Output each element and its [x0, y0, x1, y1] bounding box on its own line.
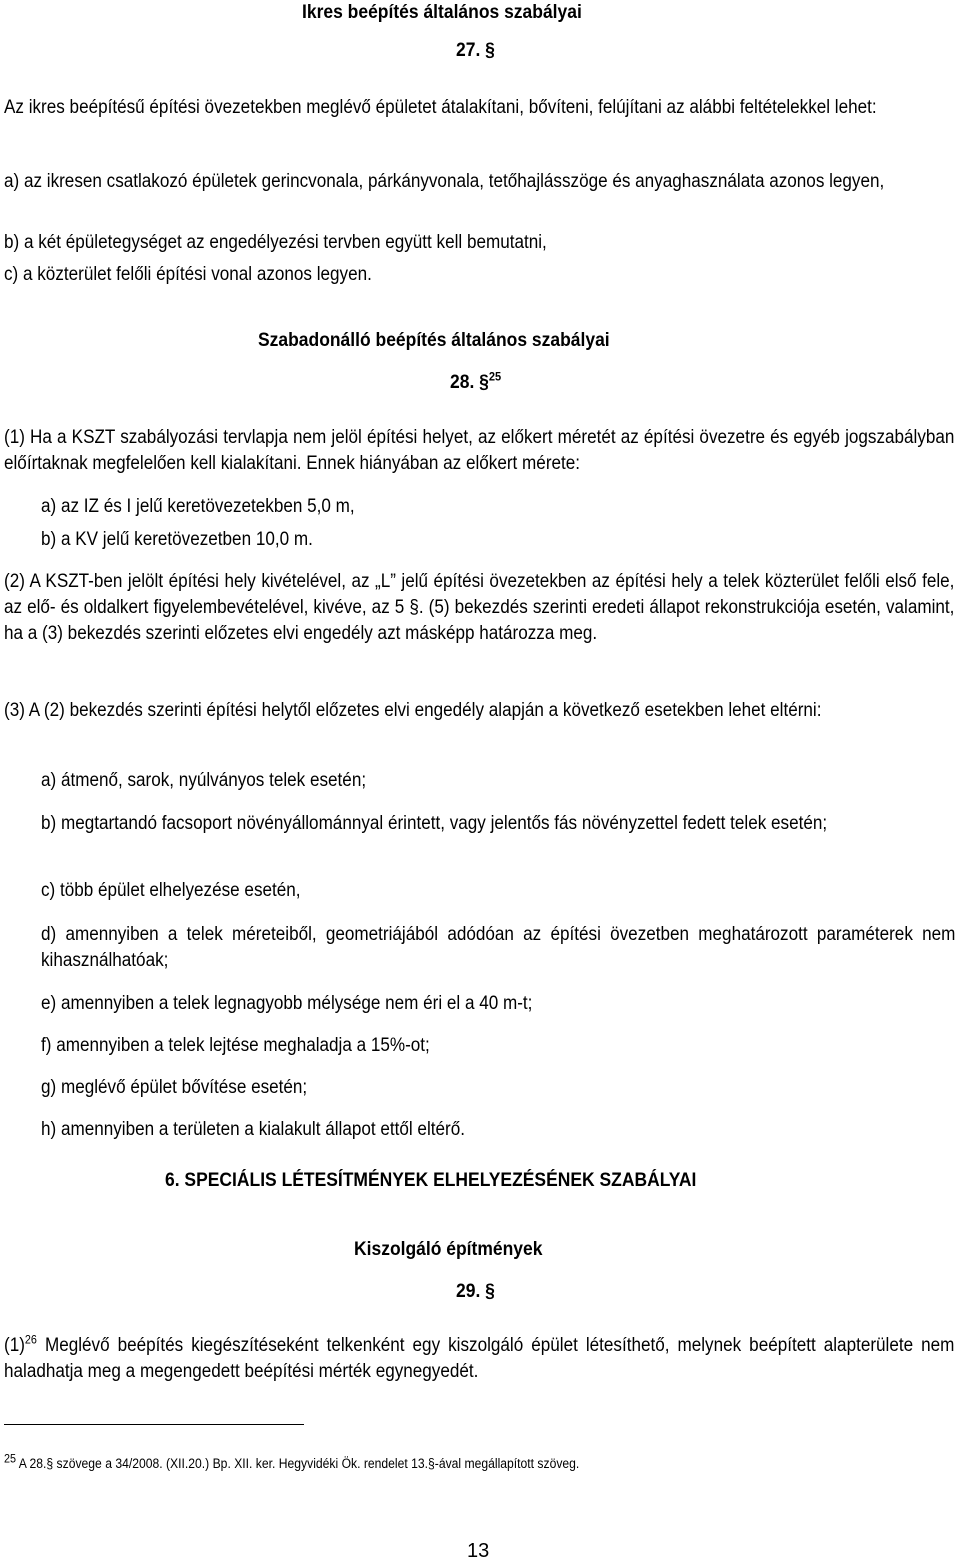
section-28-para-3-item-g: g) meglévő épület bővítése esetén; — [41, 1077, 308, 1098]
footnote-divider — [4, 1424, 304, 1425]
section-27-item-c: c) a közterület felőli építési vonal azonos legyen. — [4, 264, 372, 285]
section-28-number: 28. § — [450, 372, 489, 393]
section-28-para-3-item-b: b) megtartandó facsoport növényállománnyal érintett, vagy jelentős fás növényzettel fedett telek esetén; — [41, 813, 828, 834]
section-28-para-3-item-c: c) több épület elhelyezése esetén, — [41, 880, 301, 901]
section-28-para-3: (3) A (2) bekezdés szerinti építési helytől előzetes elvi engedély alapján a következő esetekben lehet eltérni: — [4, 700, 822, 721]
section-27-title: Ikres beépítés általános szabályai — [302, 2, 582, 23]
section-27-item-b: b) a két épületegységet az engedélyezési tervben együtt kell bemutatni, — [4, 232, 547, 253]
section-28-para-3-item-e: e) amennyiben a telek legnagyobb mélysége nem éri el a 40 m-t; — [41, 993, 533, 1014]
section-29-number: 29. § — [456, 1281, 495, 1302]
page-number: 13 — [467, 1540, 490, 1562]
footnote-ref-25[interactable]: 25 — [488, 369, 502, 384]
footnote-number: 25 — [4, 1451, 17, 1466]
section-27-item-a: a) az ikresen csatlakozó épületek gerincvonala, párkányvonala, tetőhajlásszöge és anyaghasználata azonos legyen, — [4, 171, 885, 192]
section-28-para-1-item-a: a) az IZ és I jelű keretövezetekben 5,0 m, — [41, 496, 355, 517]
section-28-para-1-item-b: b) a KV jelű keretövezetben 10,0 m. — [41, 529, 313, 550]
section-28-heading — [450, 369, 502, 394]
section-29-para-1 — [4, 1333, 954, 1385]
section-28-para-3-item-f: f) amennyiben a telek lejtése meghaladja a 15%-ot; — [41, 1035, 430, 1056]
footnote-25 — [4, 1451, 580, 1471]
section-27-intro: Az ikres beépítésű építési övezetekben meglévő épületet átalakítani, bővíteni, felújítani az alábbi feltételekkel lehet: — [4, 97, 877, 118]
section-28-para-1: (1) Ha a KSZT szabályozási tervlapja nem jelöl építési helyet, az előkert méretét az építési övezetre és egyéb jogszabályban előírtaknak megfelelően kell kialakítani. Ennek hiányában az előkert mérete: — [4, 427, 955, 474]
section-28-title: Szabadonálló beépítés általános szabályai — [258, 330, 610, 351]
section-28-para-3-item-h: h) amennyiben a területen a kialakult állapot ettől eltérő. — [41, 1119, 465, 1140]
chapter-6-title: 6. SPECIÁLIS LÉTESÍTMÉNYEK ELHELYEZÉSÉNEK SZABÁLYAI — [165, 1170, 697, 1191]
footnote-text: A 28.§ szövege a 34/2008. (XII.20.) Bp. XII. ker. Hegyvidéki Ök. rendelet 13.§-ával megállapított szöveg. — [16, 1456, 580, 1471]
section-27-number: 27. § — [456, 40, 495, 61]
section-29-title: Kiszolgáló építmények — [354, 1239, 543, 1260]
section-28-para-3-item-a: a) átmenő, sarok, nyúlványos telek esetén; — [41, 770, 367, 791]
footnote-ref-26[interactable]: 26 — [24, 1332, 37, 1347]
section-28-para-3-item-d: d) amennyiben a telek méreteiből, geometriájából adódóan az építési övezetben meghatározott paraméterek nem kihasználhatóak; — [41, 924, 956, 971]
section-29-para-prefix: (1) — [4, 1335, 25, 1356]
section-29-para-text: Meglévő beépítés kiegészítéseként telkenként egy kiszolgáló épület létesíthető, melynek beépített alapterülete nem haladhatja meg a megengedett beépítési mérték egynegyedét. — [4, 1335, 955, 1382]
section-28-para-2: (2) A KSZT-ben jelölt építési hely kivételével, az „L” jelű építési övezetekben az építési hely a telek közterület felőli első fele, az elő- és oldalkert figyelembevételével, kivéve, az 5 §. (5) bekezdés szerinti eredeti állapot rekonstrukciója esetén, valamint, ha a (3) bekezdés szerinti előzetes elvi engedély azt másképp határozza meg. — [4, 571, 955, 644]
